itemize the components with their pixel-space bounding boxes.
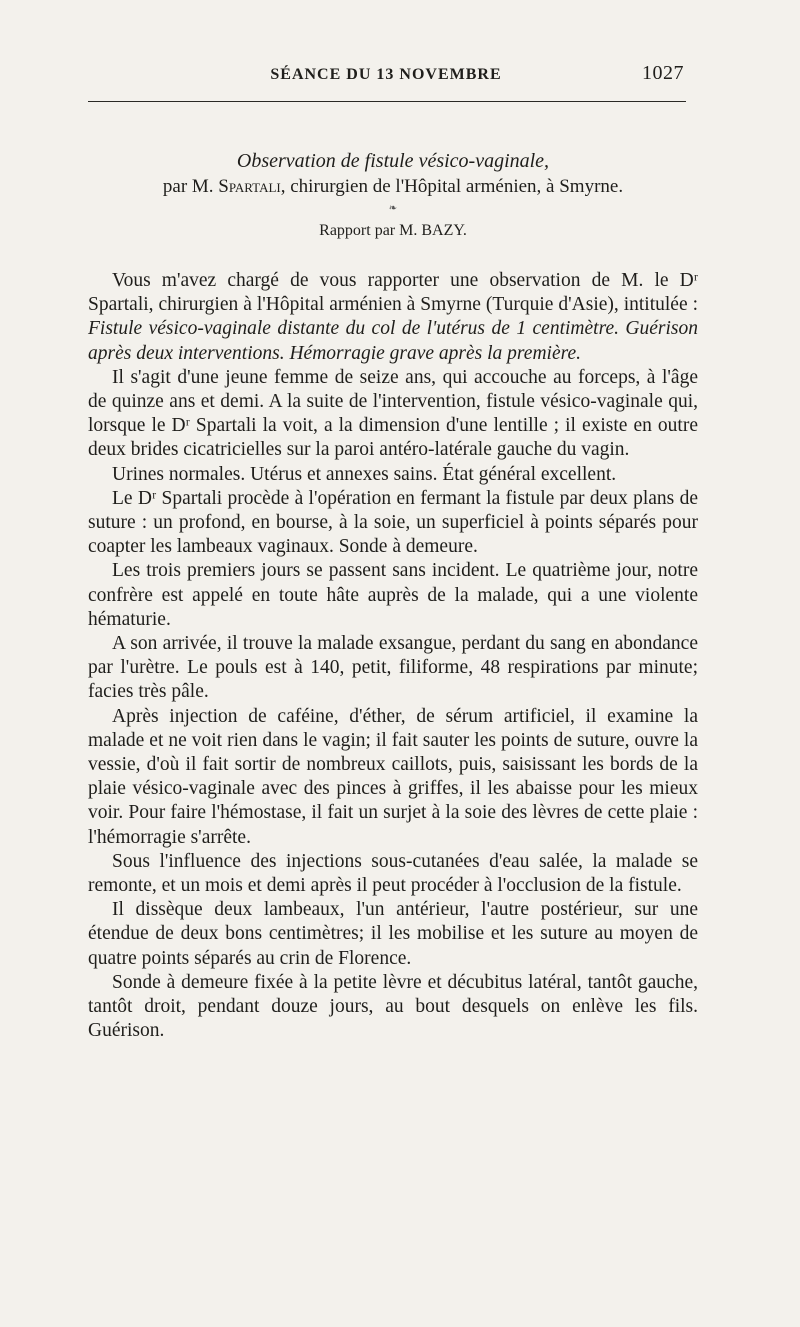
running-head: [88, 60, 684, 90]
author-name: Spartali: [218, 176, 281, 197]
author-prefix: par M.: [162, 176, 219, 197]
paragraph-2: Il s'agit d'une jeune femme de seize ans, qui accouche au forceps, à l'âge de quinze ans et demi. A la suite de l'intervention, fistule vésico-vaginale qui, lorsque le Dʳ Spartali la voit, a la dimension d'une lentille ; il existe en outre deux brides cicatricielles sur la paroi antéro-latérale gauche du vagin.: [88, 366, 698, 461]
paragraph-4: Le Dʳ Spartali procède à l'opération en fermant la fistule par deux plans de suture : un profond, en bourse, à la soie, un superficiel à points séparés pour coapter les lambeaux vaginaux. Sonde à demeure.: [88, 487, 698, 558]
paragraph-9: Il dissèque deux lambeaux, l'un antérieur, l'autre postérieur, sur une étendue de deux bons centimètres; il les mobilise et les suture au moyen de quatre points séparés au crin de Florence.: [88, 899, 698, 969]
paragraph-1-text: Vous m'avez chargé de vous rapporter une observation de M. le Dʳ Spartali, chirurgien à l'Hôpital arménien à Smyrne (Turquie d'Asie), intitulée :: [88, 270, 698, 316]
paragraph-7: Après injection de caféine, d'éther, de sérum artificiel, il examine la malade et ne voit rien dans le vagin; il fait sauter les points de suture, ouvre la vessie, d'où il fait sortir de nombreux caillots, puis, saisissant les bords de la plaie vésico-vaginale avec des pinces à griffes, il les abaisse pour les mieux voir. Pour faire l'hémostase, il fait un surjet à la soie des lèvres de cette plaie : l'hémorragie s'arrête.: [88, 705, 698, 848]
body-text: [88, 269, 698, 1044]
rapport-line: Rapport par M. BAZY.: [319, 222, 467, 239]
paragraph-1-italic: Fistule vésico-vaginale distante du col de l'utérus de 1 centimètre. Guérison après deux interventions. Hémorragie grave après la première.: [88, 318, 698, 364]
author-suffix: , chirurgien de l'Hôpital arménien, à Smyrne.: [280, 176, 624, 197]
paragraph-6: A son arrivée, il trouve la malade exsangue, perdant du sang en abondance par l'urètre. Le pouls est à 140, petit, filiforme, 48 respirations par minute; facies très pâle.: [88, 633, 698, 703]
observation-heading: [88, 148, 698, 242]
page-number: 1027: [642, 62, 684, 84]
paragraph-10: Sonde à demeure fixée à la petite lèvre et décubitus latéral, tantôt gauche, tantôt droit, pendant douze jours, au bout desquels on enlève les fils. Guérison.: [88, 971, 698, 1042]
observation-title: Observation de fistule vésico-vaginale,: [236, 150, 550, 172]
header-rule: [88, 101, 686, 102]
ornament-icon: ❧: [388, 203, 398, 214]
running-title: SÉANCE DU 13 NOVEMBRE: [270, 66, 502, 83]
paragraph-3: Urines normales. Utérus et annexes sains. État général excellent.: [112, 463, 617, 485]
paragraph-1: [88, 269, 698, 366]
observation-author: [88, 174, 698, 200]
paragraph-8: Sous l'influence des injections sous-cutanées d'eau salée, la malade se remonte, et un mois et demi après il peut procéder à l'occlusion de la fistule.: [88, 850, 698, 897]
paragraph-5: Les trois premiers jours se passent sans incident. Le quatrième jour, notre confrère est appelé en toute hâte auprès de la malade, qui a une violente hématurie.: [88, 560, 698, 630]
